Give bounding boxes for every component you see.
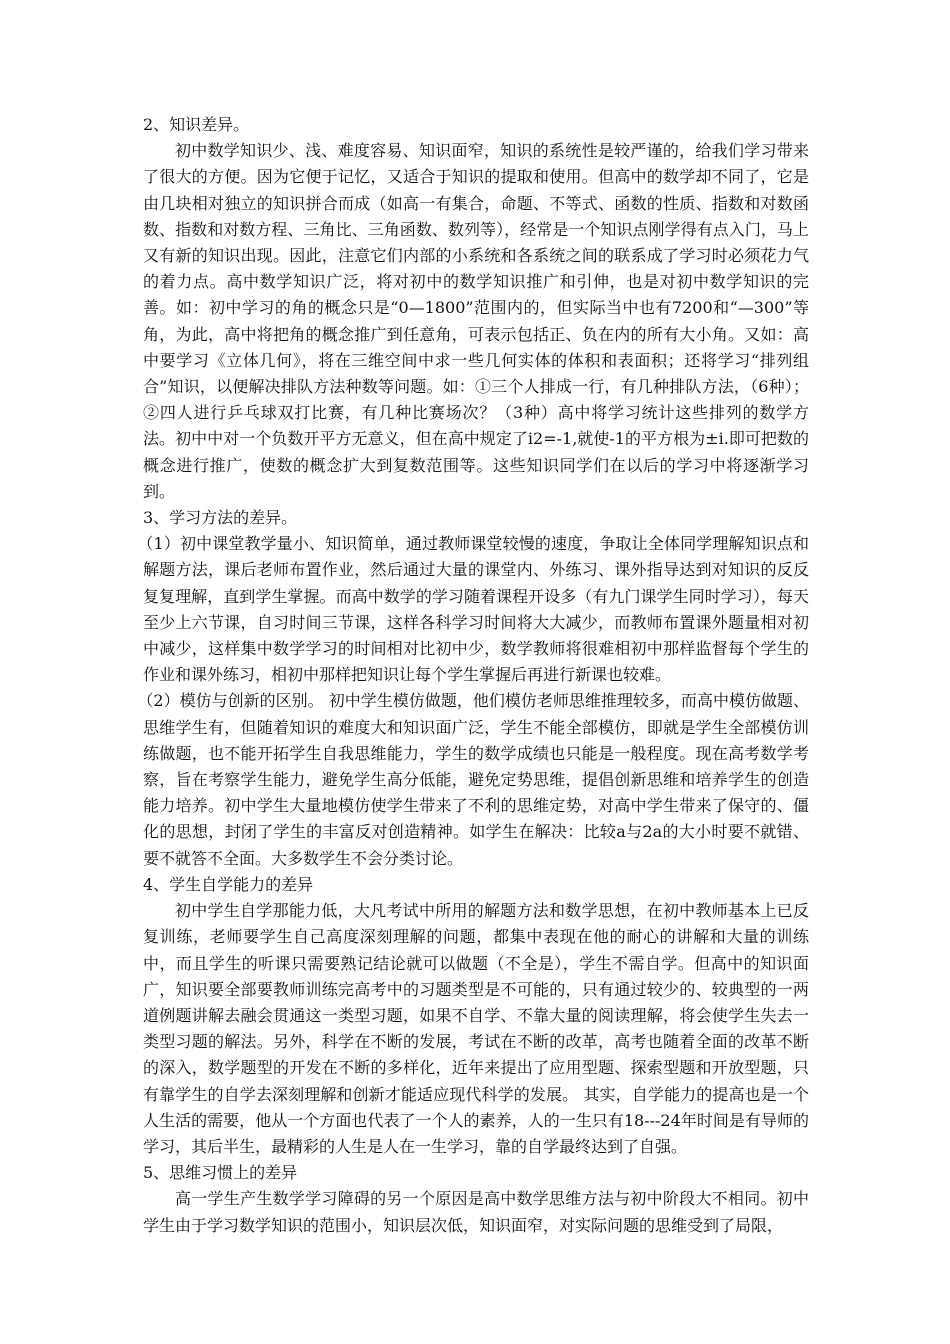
paragraph: 初中学生自学那能力低，大凡考试中所用的解题方法和数学思想，在初中教师基本上已反复训练，老师要学生自己高度深刻理解的问题，都集中表现在他的耐心的讲解和大量的训练中，而且学生的听课只需要熟记结论就可以做题（不全是），学生不需自学。但高中的知识面广，知识要全部要教师训练完高考中的习题类型是不可能的，只有通过较少的、较典型的一两道例题讲解去融会贯通这一类型习题，如果不自学、不靠大量的阅读理解，将会使学生失去一类型习题的解法。另外，科学在不断的发展，考试在不断的改革，高考也随着全面的改革不断的深入，数学题型的开发在不断的多样化，近年来提出了应用型题、探索型题和开放型题，只有靠学生的自学去深刻理解和创新才能适应现代科学的发展。 其实，自学能力的提高也是一个人生活的需要，他从一个方面也代表了一个人的素养，人的一生只有18---24年时间是有导师的学习，其后半生，最精彩的人生是人在一生学习，靠的自学最终达到了自强。 — [143, 901, 809, 1156]
section-heading: 3、学习方法的差异。 — [143, 508, 298, 528]
section-self-study-difference — [143, 872, 809, 1160]
section-knowledge-difference — [143, 112, 809, 505]
section-heading: 2、知识差异。 — [143, 115, 250, 134]
section-heading: 5、思维习惯上的差异 — [143, 1163, 298, 1183]
section-learning-method-difference — [137, 505, 809, 872]
document-page — [137, 112, 809, 1239]
section-heading: 4、学生自学能力的差异 — [143, 874, 314, 894]
section-thinking-habit-difference — [143, 1160, 809, 1239]
paragraph: （2）模仿与创新的区别。 初中学生模仿做题，他们模仿老师思维推理较多，而高中模仿做题、思维学生有，但随着知识的难度大和知识面广泛，学生不能全部模仿，即就是学生全部模仿训练做题，也不能开拓学生自我思维能力，学生的数学成绩也只能是一般程度。现在高考数学考察，旨在考察学生能力，避免学生高分低能，避免定势思维，提倡创新思维和培养学生的创造能力培养。初中学生大量地模仿使学生带来了不利的思维定势，对高中学生带来了保守的、僵化的思想，封闭了学生的丰富反对创造精神。如学生在解决：比较a与2a的大小时要不就错、要不就答不全面。大多数学生不会分类讨论。 — [137, 691, 809, 868]
paragraph: （1）初中课堂教学量小、知识简单，通过教师课堂较慢的速度，争取让全体同学理解知识点和解题方法，课后老师布置作业，然后通过大量的课堂内、外练习、课外指导达到对知识的反反复复理解，直到学生掌握。而高中数学的学习随着课程开设多（有九门课学生同时学习），每天至少上六节课，自习时间三节课，这样各科学习时间将大大减少，而教师布置课外题量相对初中减少，这样集中数学学习的时间相对比初中少，数学教师将很难相初中那样监督每个学生的作业和课外练习，相初中那样把知识让每个学生掌握后再进行新课也较难。 — [137, 534, 809, 685]
paragraph: 初中数学知识少、浅、难度容易、知识面窄，知识的系统性是较严谨的，给我们学习带来了很大的方便。因为它便于记忆，又适合于知识的提取和使用。但高中的数学却不同了，它是由几块相对独立的知识拼合而成（如高一有集合，命题、不等式、函数的性质、指数和对数函数、指数和对数方程、三角比、三角函数、数列等），经常是一个知识点刚学得有点入门，马上又有新的知识出现。因此，注意它们内部的小系统和各系统之间的联系成了学习时必须花力气的着力点。高中数学知识广泛，将对初中的数学知识推广和引伸，也是对初中数学知识的完善。如：初中学习的角的概念只是“0—1800”范围内的，但实际当中也有7200和“—300”等角，为此，高中将把角的概念推广到任意角，可表示包括正、负在内的所有大小角。又如：高中要学习《立体几何》，将在三维空间中求一些几何实体的体积和表面积；还将学习“排列组合”知识，以便解决排队方法种数等问题。如：①三个人排成一行，有几种排队方法，（6种）；②四人进行乒乓球双打比赛，有几种比赛场次？（3种）高中将学习统计这些排列的数学方法。初中中对一个负数开平方无意义，但在高中规定了i2=-1,就使-1的平方根为±i.即可把数的概念进行推广，使数的概念扩大到复数范围等。这些知识同学们在以后的学习中将逐渐学习到。 — [143, 141, 809, 501]
paragraph: 高一学生产生数学学习障碍的另一个原因是高中数学思维方法与初中阶段大不相同。初中学生由于学习数学知识的范围小，知识层次低，知识面窄，对实际问题的思维受到了局限， — [143, 1189, 809, 1235]
